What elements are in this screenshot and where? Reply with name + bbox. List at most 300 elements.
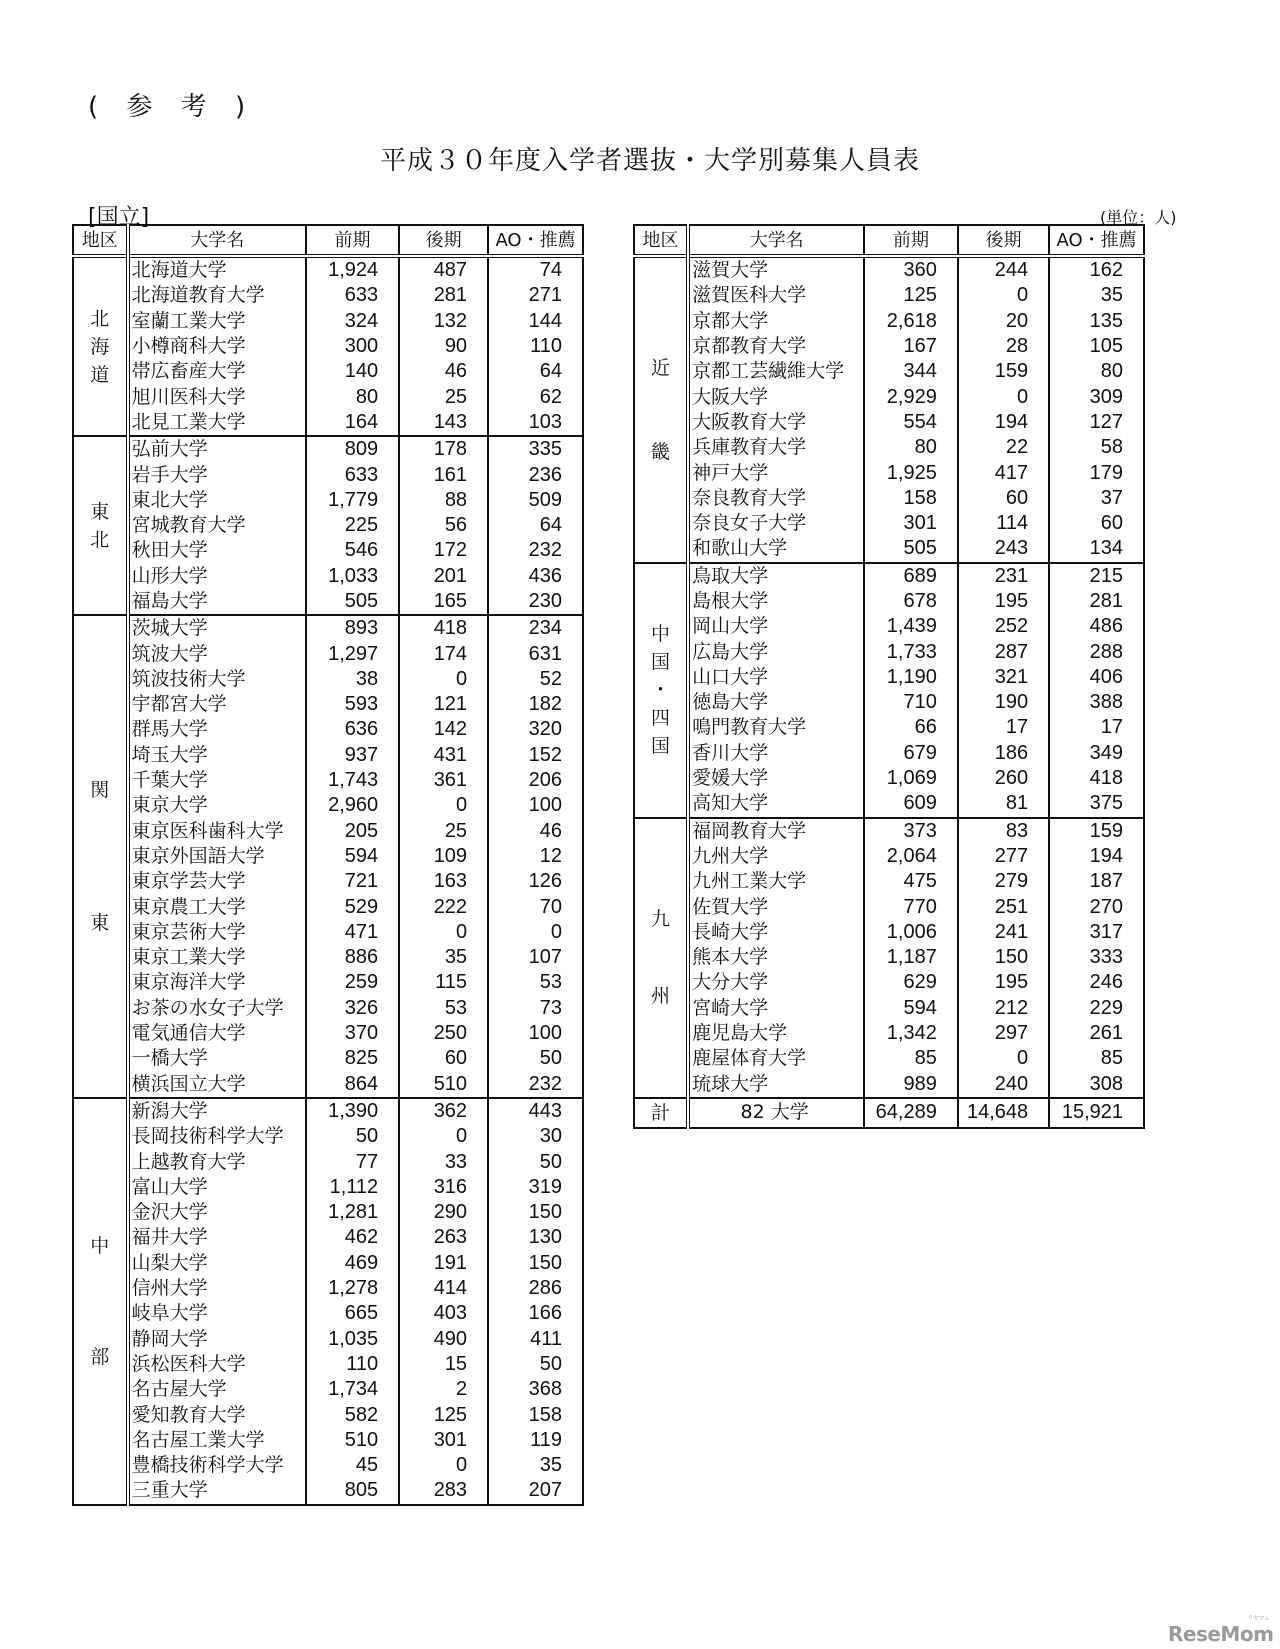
university-name: 山梨大学 bbox=[128, 1251, 306, 1276]
table-row bbox=[634, 614, 1144, 639]
ao-recommendation-count: 375 bbox=[1049, 791, 1144, 817]
table-row bbox=[73, 410, 583, 436]
page-title: 平成３０年度入学者選抜・大学別募集人員表 bbox=[379, 146, 920, 176]
header-ao-recommendation: AO・推薦 bbox=[488, 225, 583, 256]
university-name: 福岡教育大学 bbox=[688, 818, 864, 844]
table-row bbox=[634, 486, 1144, 511]
late-term-count: 0 bbox=[399, 1453, 488, 1478]
early-term-count: 1,190 bbox=[864, 665, 958, 690]
late-term-count: 159 bbox=[958, 359, 1049, 384]
late-term-count: 0 bbox=[958, 384, 1049, 409]
table-row bbox=[73, 309, 583, 334]
university-name: 香川大学 bbox=[688, 741, 864, 766]
region-cell bbox=[634, 818, 688, 1098]
region-char: ・ bbox=[651, 679, 671, 702]
region-char: 東 bbox=[90, 500, 110, 523]
ao-recommendation-count: 333 bbox=[1049, 945, 1144, 970]
left-table-body bbox=[73, 256, 583, 1505]
table-row bbox=[73, 793, 583, 818]
early-term-count: 45 bbox=[306, 1453, 399, 1478]
ao-recommendation-count: 107 bbox=[488, 945, 583, 970]
university-name: 長岡技術科学大学 bbox=[128, 1124, 306, 1149]
table-row bbox=[73, 641, 583, 666]
ao-recommendation-count: 270 bbox=[1049, 894, 1144, 919]
late-term-count: 260 bbox=[958, 766, 1049, 791]
late-term-count: 90 bbox=[399, 334, 488, 359]
ao-recommendation-count: 418 bbox=[1049, 766, 1144, 791]
ao-recommendation-count: 281 bbox=[1049, 589, 1144, 614]
late-term-count: 165 bbox=[399, 589, 488, 615]
early-term-count: 721 bbox=[306, 869, 399, 894]
header-ao-recommendation: AO・推薦 bbox=[1049, 225, 1144, 256]
region-char: 東 bbox=[90, 911, 110, 934]
early-term-count: 1,342 bbox=[864, 1021, 958, 1046]
university-name: 一橋大学 bbox=[128, 1046, 306, 1071]
table-row bbox=[73, 1478, 583, 1504]
university-name: 富山大学 bbox=[128, 1175, 306, 1200]
table-row bbox=[634, 563, 1144, 589]
table-row bbox=[73, 1124, 583, 1149]
university-name: 名古屋工業大学 bbox=[128, 1428, 306, 1453]
early-term-count: 50 bbox=[306, 1124, 399, 1149]
ao-recommendation-count: 246 bbox=[1049, 970, 1144, 995]
university-name: 鹿屋体育大学 bbox=[688, 1046, 864, 1071]
ao-recommendation-count: 182 bbox=[488, 692, 583, 717]
table-row bbox=[73, 1225, 583, 1250]
university-name: 千葉大学 bbox=[128, 768, 306, 793]
university-name: 京都大学 bbox=[688, 309, 864, 334]
early-term-count: 825 bbox=[306, 1046, 399, 1071]
ao-recommendation-count: 206 bbox=[488, 768, 583, 793]
region-char: 州 bbox=[651, 984, 671, 1007]
early-term-count: 80 bbox=[306, 384, 399, 409]
table-row bbox=[634, 791, 1144, 817]
late-term-count: 201 bbox=[399, 564, 488, 589]
table-row bbox=[634, 920, 1144, 945]
university-name: 室蘭工業大学 bbox=[128, 309, 306, 334]
table-row bbox=[634, 460, 1144, 485]
logo-text: ReseMom bbox=[1168, 1622, 1274, 1646]
ao-recommendation-count: 368 bbox=[488, 1377, 583, 1402]
ao-recommendation-count: 234 bbox=[488, 615, 583, 641]
early-term-count: 301 bbox=[864, 511, 958, 536]
early-term-count: 594 bbox=[306, 844, 399, 869]
table-row bbox=[634, 309, 1144, 334]
early-term-count: 1,112 bbox=[306, 1175, 399, 1200]
ao-recommendation-count: 286 bbox=[488, 1276, 583, 1301]
late-term-count: 194 bbox=[958, 410, 1049, 435]
early-term-count: 937 bbox=[306, 743, 399, 768]
ao-recommendation-count: 308 bbox=[1049, 1072, 1144, 1098]
university-name: 豊橋技術科学大学 bbox=[128, 1453, 306, 1478]
late-term-count: 191 bbox=[399, 1251, 488, 1276]
ao-recommendation-count: 288 bbox=[1049, 639, 1144, 664]
late-term-count: 250 bbox=[399, 1021, 488, 1046]
ao-recommendation-count: 105 bbox=[1049, 334, 1144, 359]
late-term-count: 115 bbox=[399, 970, 488, 995]
university-name: 浜松医科大学 bbox=[128, 1352, 306, 1377]
ao-recommendation-count: 127 bbox=[1049, 410, 1144, 435]
ao-recommendation-count: 271 bbox=[488, 283, 583, 308]
early-term-count: 594 bbox=[864, 996, 958, 1021]
ao-recommendation-count: 162 bbox=[1049, 256, 1144, 283]
early-term-count: 665 bbox=[306, 1301, 399, 1326]
university-name: 愛媛大学 bbox=[688, 766, 864, 791]
ao-recommendation-count: 50 bbox=[488, 1352, 583, 1377]
table-row bbox=[634, 359, 1144, 384]
ao-recommendation-count: 119 bbox=[488, 1428, 583, 1453]
ao-recommendation-count: 152 bbox=[488, 743, 583, 768]
ao-recommendation-count: 60 bbox=[1049, 511, 1144, 536]
early-term-count: 529 bbox=[306, 894, 399, 919]
table-row bbox=[73, 894, 583, 919]
table-row bbox=[73, 717, 583, 742]
late-term-count: 28 bbox=[958, 334, 1049, 359]
ao-recommendation-count: 486 bbox=[1049, 614, 1144, 639]
early-term-count: 326 bbox=[306, 996, 399, 1021]
university-name: 滋賀大学 bbox=[688, 256, 864, 283]
late-term-count: 243 bbox=[958, 536, 1049, 562]
early-term-count: 1,187 bbox=[864, 945, 958, 970]
ao-recommendation-count: 130 bbox=[488, 1225, 583, 1250]
late-term-count: 490 bbox=[399, 1326, 488, 1351]
header-region: 地区 bbox=[634, 225, 688, 256]
region-cell bbox=[634, 563, 688, 818]
early-term-count: 1,297 bbox=[306, 641, 399, 666]
early-term-count: 225 bbox=[306, 513, 399, 538]
ao-recommendation-count: 150 bbox=[488, 1200, 583, 1225]
late-term-count: 222 bbox=[399, 894, 488, 919]
ao-recommendation-count: 80 bbox=[1049, 359, 1144, 384]
table-row bbox=[73, 1072, 583, 1098]
table-row bbox=[73, 538, 583, 563]
university-name: 宇都宮大学 bbox=[128, 692, 306, 717]
late-term-count: 20 bbox=[958, 309, 1049, 334]
university-name: 金沢大学 bbox=[128, 1200, 306, 1225]
logo-kana: リセマム bbox=[1247, 1615, 1270, 1622]
late-term-count: 281 bbox=[399, 283, 488, 308]
table-row bbox=[634, 1072, 1144, 1098]
university-name: 三重大学 bbox=[128, 1478, 306, 1504]
header-early-term: 前期 bbox=[306, 225, 399, 256]
ao-recommendation-count: 53 bbox=[488, 970, 583, 995]
university-name: 東京海洋大学 bbox=[128, 970, 306, 995]
table-row bbox=[634, 589, 1144, 614]
table-row bbox=[73, 920, 583, 945]
region-char: 畿 bbox=[651, 440, 671, 463]
early-term-count: 554 bbox=[864, 410, 958, 435]
ao-recommendation-count: 158 bbox=[488, 1402, 583, 1427]
late-term-count: 321 bbox=[958, 665, 1049, 690]
ao-recommendation-count: 0 bbox=[488, 920, 583, 945]
ao-recommendation-count: 388 bbox=[1049, 690, 1144, 715]
region-char: 北 bbox=[90, 307, 110, 330]
university-name: 宮城教育大学 bbox=[128, 513, 306, 538]
early-term-count: 2,929 bbox=[864, 384, 958, 409]
ao-recommendation-count: 35 bbox=[1049, 283, 1144, 308]
region-char: 北 bbox=[90, 528, 110, 551]
late-term-count: 195 bbox=[958, 970, 1049, 995]
category-label: [国立] bbox=[88, 205, 150, 230]
region-label-vertical bbox=[641, 620, 680, 760]
region-char: 部 bbox=[90, 1345, 110, 1368]
table-row bbox=[634, 511, 1144, 536]
university-name: 徳島大学 bbox=[688, 690, 864, 715]
early-term-count: 770 bbox=[864, 894, 958, 919]
university-name: 東北大学 bbox=[128, 488, 306, 513]
table-row bbox=[73, 1352, 583, 1377]
ao-recommendation-count: 110 bbox=[488, 334, 583, 359]
late-term-count: 290 bbox=[399, 1200, 488, 1225]
late-term-count: 0 bbox=[958, 1046, 1049, 1071]
region-char: 国 bbox=[651, 735, 671, 758]
header-early-term: 前期 bbox=[864, 225, 958, 256]
reference-label: ( 参 考 ) bbox=[88, 92, 256, 122]
total-university-count: 82 大学 bbox=[688, 1098, 864, 1128]
table-row bbox=[634, 1046, 1144, 1071]
late-term-count: 35 bbox=[399, 945, 488, 970]
early-term-count: 469 bbox=[306, 1251, 399, 1276]
early-term-count: 158 bbox=[864, 486, 958, 511]
late-term-count: 143 bbox=[399, 410, 488, 436]
table-row bbox=[73, 743, 583, 768]
table-row bbox=[73, 970, 583, 995]
table-row bbox=[634, 715, 1144, 740]
table-row bbox=[634, 844, 1144, 869]
university-name: 筑波大学 bbox=[128, 641, 306, 666]
late-term-count: 417 bbox=[958, 460, 1049, 485]
late-term-count: 190 bbox=[958, 690, 1049, 715]
university-name: 鹿児島大学 bbox=[688, 1021, 864, 1046]
table-row bbox=[634, 639, 1144, 664]
early-term-count: 167 bbox=[864, 334, 958, 359]
late-term-count: 81 bbox=[958, 791, 1049, 817]
late-term-count: 283 bbox=[399, 1478, 488, 1504]
late-term-count: 60 bbox=[958, 486, 1049, 511]
early-term-count: 1,006 bbox=[864, 920, 958, 945]
total-ao-recommendation: 15,921 bbox=[1049, 1098, 1144, 1128]
university-name: 北海道教育大学 bbox=[128, 283, 306, 308]
late-term-count: 414 bbox=[399, 1276, 488, 1301]
late-term-count: 109 bbox=[399, 844, 488, 869]
university-name: 弘前大学 bbox=[128, 436, 306, 462]
early-term-count: 629 bbox=[864, 970, 958, 995]
table-row bbox=[73, 1326, 583, 1351]
university-name: 信州大学 bbox=[128, 1276, 306, 1301]
table-row bbox=[73, 692, 583, 717]
unit-label: (単位：人) bbox=[1100, 208, 1177, 227]
university-name: 愛知教育大学 bbox=[128, 1402, 306, 1427]
university-name: 筑波技術大学 bbox=[128, 667, 306, 692]
late-term-count: 25 bbox=[399, 384, 488, 409]
late-term-count: 279 bbox=[958, 869, 1049, 894]
early-term-count: 1,033 bbox=[306, 564, 399, 589]
ao-recommendation-count: 187 bbox=[1049, 869, 1144, 894]
early-term-count: 1,779 bbox=[306, 488, 399, 513]
university-name: 岩手大学 bbox=[128, 462, 306, 487]
university-name: 北見工業大学 bbox=[128, 410, 306, 436]
region-label-vertical bbox=[641, 326, 680, 493]
table-row bbox=[73, 1021, 583, 1046]
late-term-count: 212 bbox=[958, 996, 1049, 1021]
region-char: 中 bbox=[651, 623, 671, 646]
region-cell bbox=[73, 1098, 128, 1505]
table-row bbox=[73, 819, 583, 844]
university-name: 長崎大学 bbox=[688, 920, 864, 945]
ao-recommendation-count: 12 bbox=[488, 844, 583, 869]
late-term-count: 22 bbox=[958, 435, 1049, 460]
table-row bbox=[73, 564, 583, 589]
resemom-logo bbox=[1168, 1615, 1274, 1646]
late-term-count: 403 bbox=[399, 1301, 488, 1326]
university-name: 東京工業大学 bbox=[128, 945, 306, 970]
region-cell bbox=[73, 256, 128, 436]
late-term-count: 114 bbox=[958, 511, 1049, 536]
table-row bbox=[73, 1149, 583, 1174]
ao-recommendation-count: 166 bbox=[488, 1301, 583, 1326]
region-label-vertical bbox=[641, 881, 680, 1034]
early-term-count: 678 bbox=[864, 589, 958, 614]
early-term-count: 2,618 bbox=[864, 309, 958, 334]
table-row bbox=[73, 667, 583, 692]
table-row bbox=[73, 1098, 583, 1124]
table-row bbox=[73, 1251, 583, 1276]
late-term-count: 56 bbox=[399, 513, 488, 538]
late-term-count: 46 bbox=[399, 359, 488, 384]
university-name: 帯広畜産大学 bbox=[128, 359, 306, 384]
late-term-count: 361 bbox=[399, 768, 488, 793]
university-name: 大阪大学 bbox=[688, 384, 864, 409]
university-name: 九州工業大学 bbox=[688, 869, 864, 894]
table-row bbox=[73, 359, 583, 384]
early-term-count: 1,035 bbox=[306, 1326, 399, 1351]
late-term-count: 0 bbox=[399, 667, 488, 692]
ao-recommendation-count: 50 bbox=[488, 1149, 583, 1174]
ao-recommendation-count: 135 bbox=[1049, 309, 1144, 334]
university-name: 埼玉大学 bbox=[128, 743, 306, 768]
late-term-count: 241 bbox=[958, 920, 1049, 945]
total-early-term: 64,289 bbox=[864, 1098, 958, 1128]
late-term-count: 316 bbox=[399, 1175, 488, 1200]
university-name: 宮崎大学 bbox=[688, 996, 864, 1021]
university-name: 岐阜大学 bbox=[128, 1301, 306, 1326]
early-term-count: 505 bbox=[864, 536, 958, 562]
university-name: 静岡大学 bbox=[128, 1326, 306, 1351]
region-label-vertical bbox=[80, 498, 120, 554]
early-term-count: 66 bbox=[864, 715, 958, 740]
early-term-count: 164 bbox=[306, 410, 399, 436]
ao-recommendation-count: 144 bbox=[488, 309, 583, 334]
early-term-count: 633 bbox=[306, 283, 399, 308]
late-term-count: 277 bbox=[958, 844, 1049, 869]
late-term-count: 0 bbox=[399, 793, 488, 818]
header-region: 地区 bbox=[73, 225, 128, 256]
university-name: 小樽商科大学 bbox=[128, 334, 306, 359]
table-row bbox=[634, 970, 1144, 995]
early-term-count: 471 bbox=[306, 920, 399, 945]
late-term-count: 174 bbox=[399, 641, 488, 666]
early-term-count: 582 bbox=[306, 1402, 399, 1427]
late-term-count: 33 bbox=[399, 1149, 488, 1174]
table-row bbox=[73, 945, 583, 970]
table-row bbox=[73, 488, 583, 513]
university-name: 東京大学 bbox=[128, 793, 306, 818]
late-term-count: 431 bbox=[399, 743, 488, 768]
late-term-count: 487 bbox=[399, 256, 488, 283]
late-term-count: 60 bbox=[399, 1046, 488, 1071]
ao-recommendation-count: 62 bbox=[488, 384, 583, 409]
university-name: 京都教育大学 bbox=[688, 334, 864, 359]
late-term-count: 83 bbox=[958, 818, 1049, 844]
ao-recommendation-count: 320 bbox=[488, 717, 583, 742]
table-row bbox=[73, 462, 583, 487]
late-term-count: 244 bbox=[958, 256, 1049, 283]
early-term-count: 370 bbox=[306, 1021, 399, 1046]
late-term-count: 0 bbox=[399, 1124, 488, 1149]
ao-recommendation-count: 179 bbox=[1049, 460, 1144, 485]
region-cell bbox=[73, 436, 128, 615]
late-term-count: 195 bbox=[958, 589, 1049, 614]
region-char: 四 bbox=[651, 707, 671, 730]
early-term-count: 462 bbox=[306, 1225, 399, 1250]
table-row bbox=[634, 996, 1144, 1021]
early-term-count: 324 bbox=[306, 309, 399, 334]
university-name: 山口大学 bbox=[688, 665, 864, 690]
university-name: 横浜国立大学 bbox=[128, 1072, 306, 1098]
late-term-count: 240 bbox=[958, 1072, 1049, 1098]
early-term-count: 344 bbox=[864, 359, 958, 384]
university-name: 秋田大学 bbox=[128, 538, 306, 563]
university-name: 山形大学 bbox=[128, 564, 306, 589]
early-term-count: 609 bbox=[864, 791, 958, 817]
early-term-count: 1,743 bbox=[306, 768, 399, 793]
late-term-count: 121 bbox=[399, 692, 488, 717]
early-term-count: 546 bbox=[306, 538, 399, 563]
region-char: 国 bbox=[651, 651, 671, 674]
ao-recommendation-count: 30 bbox=[488, 1124, 583, 1149]
table-row bbox=[634, 690, 1144, 715]
ao-recommendation-count: 134 bbox=[1049, 536, 1144, 562]
ao-recommendation-count: 232 bbox=[488, 1072, 583, 1098]
university-name: お茶の水女子大学 bbox=[128, 996, 306, 1021]
ao-recommendation-count: 70 bbox=[488, 894, 583, 919]
early-term-count: 373 bbox=[864, 818, 958, 844]
ao-recommendation-count: 232 bbox=[488, 538, 583, 563]
late-term-count: 251 bbox=[958, 894, 1049, 919]
ao-recommendation-count: 85 bbox=[1049, 1046, 1144, 1071]
ao-recommendation-count: 335 bbox=[488, 436, 583, 462]
early-term-count: 710 bbox=[864, 690, 958, 715]
ao-recommendation-count: 103 bbox=[488, 410, 583, 436]
early-term-count: 1,733 bbox=[864, 639, 958, 664]
table-row bbox=[634, 741, 1144, 766]
total-late-term: 14,648 bbox=[958, 1098, 1049, 1128]
late-term-count: 88 bbox=[399, 488, 488, 513]
ao-recommendation-count: 349 bbox=[1049, 741, 1144, 766]
early-term-count: 80 bbox=[864, 435, 958, 460]
early-term-count: 259 bbox=[306, 970, 399, 995]
table-row bbox=[73, 1453, 583, 1478]
university-name: 北海道大学 bbox=[128, 256, 306, 283]
region-char: 海 bbox=[90, 335, 110, 358]
late-term-count: 0 bbox=[958, 283, 1049, 308]
ao-recommendation-count: 317 bbox=[1049, 920, 1144, 945]
university-name: 東京外国語大学 bbox=[128, 844, 306, 869]
ao-recommendation-count: 261 bbox=[1049, 1021, 1144, 1046]
header-late-term: 後期 bbox=[399, 225, 488, 256]
university-name: 大分大学 bbox=[688, 970, 864, 995]
ao-recommendation-count: 37 bbox=[1049, 486, 1144, 511]
